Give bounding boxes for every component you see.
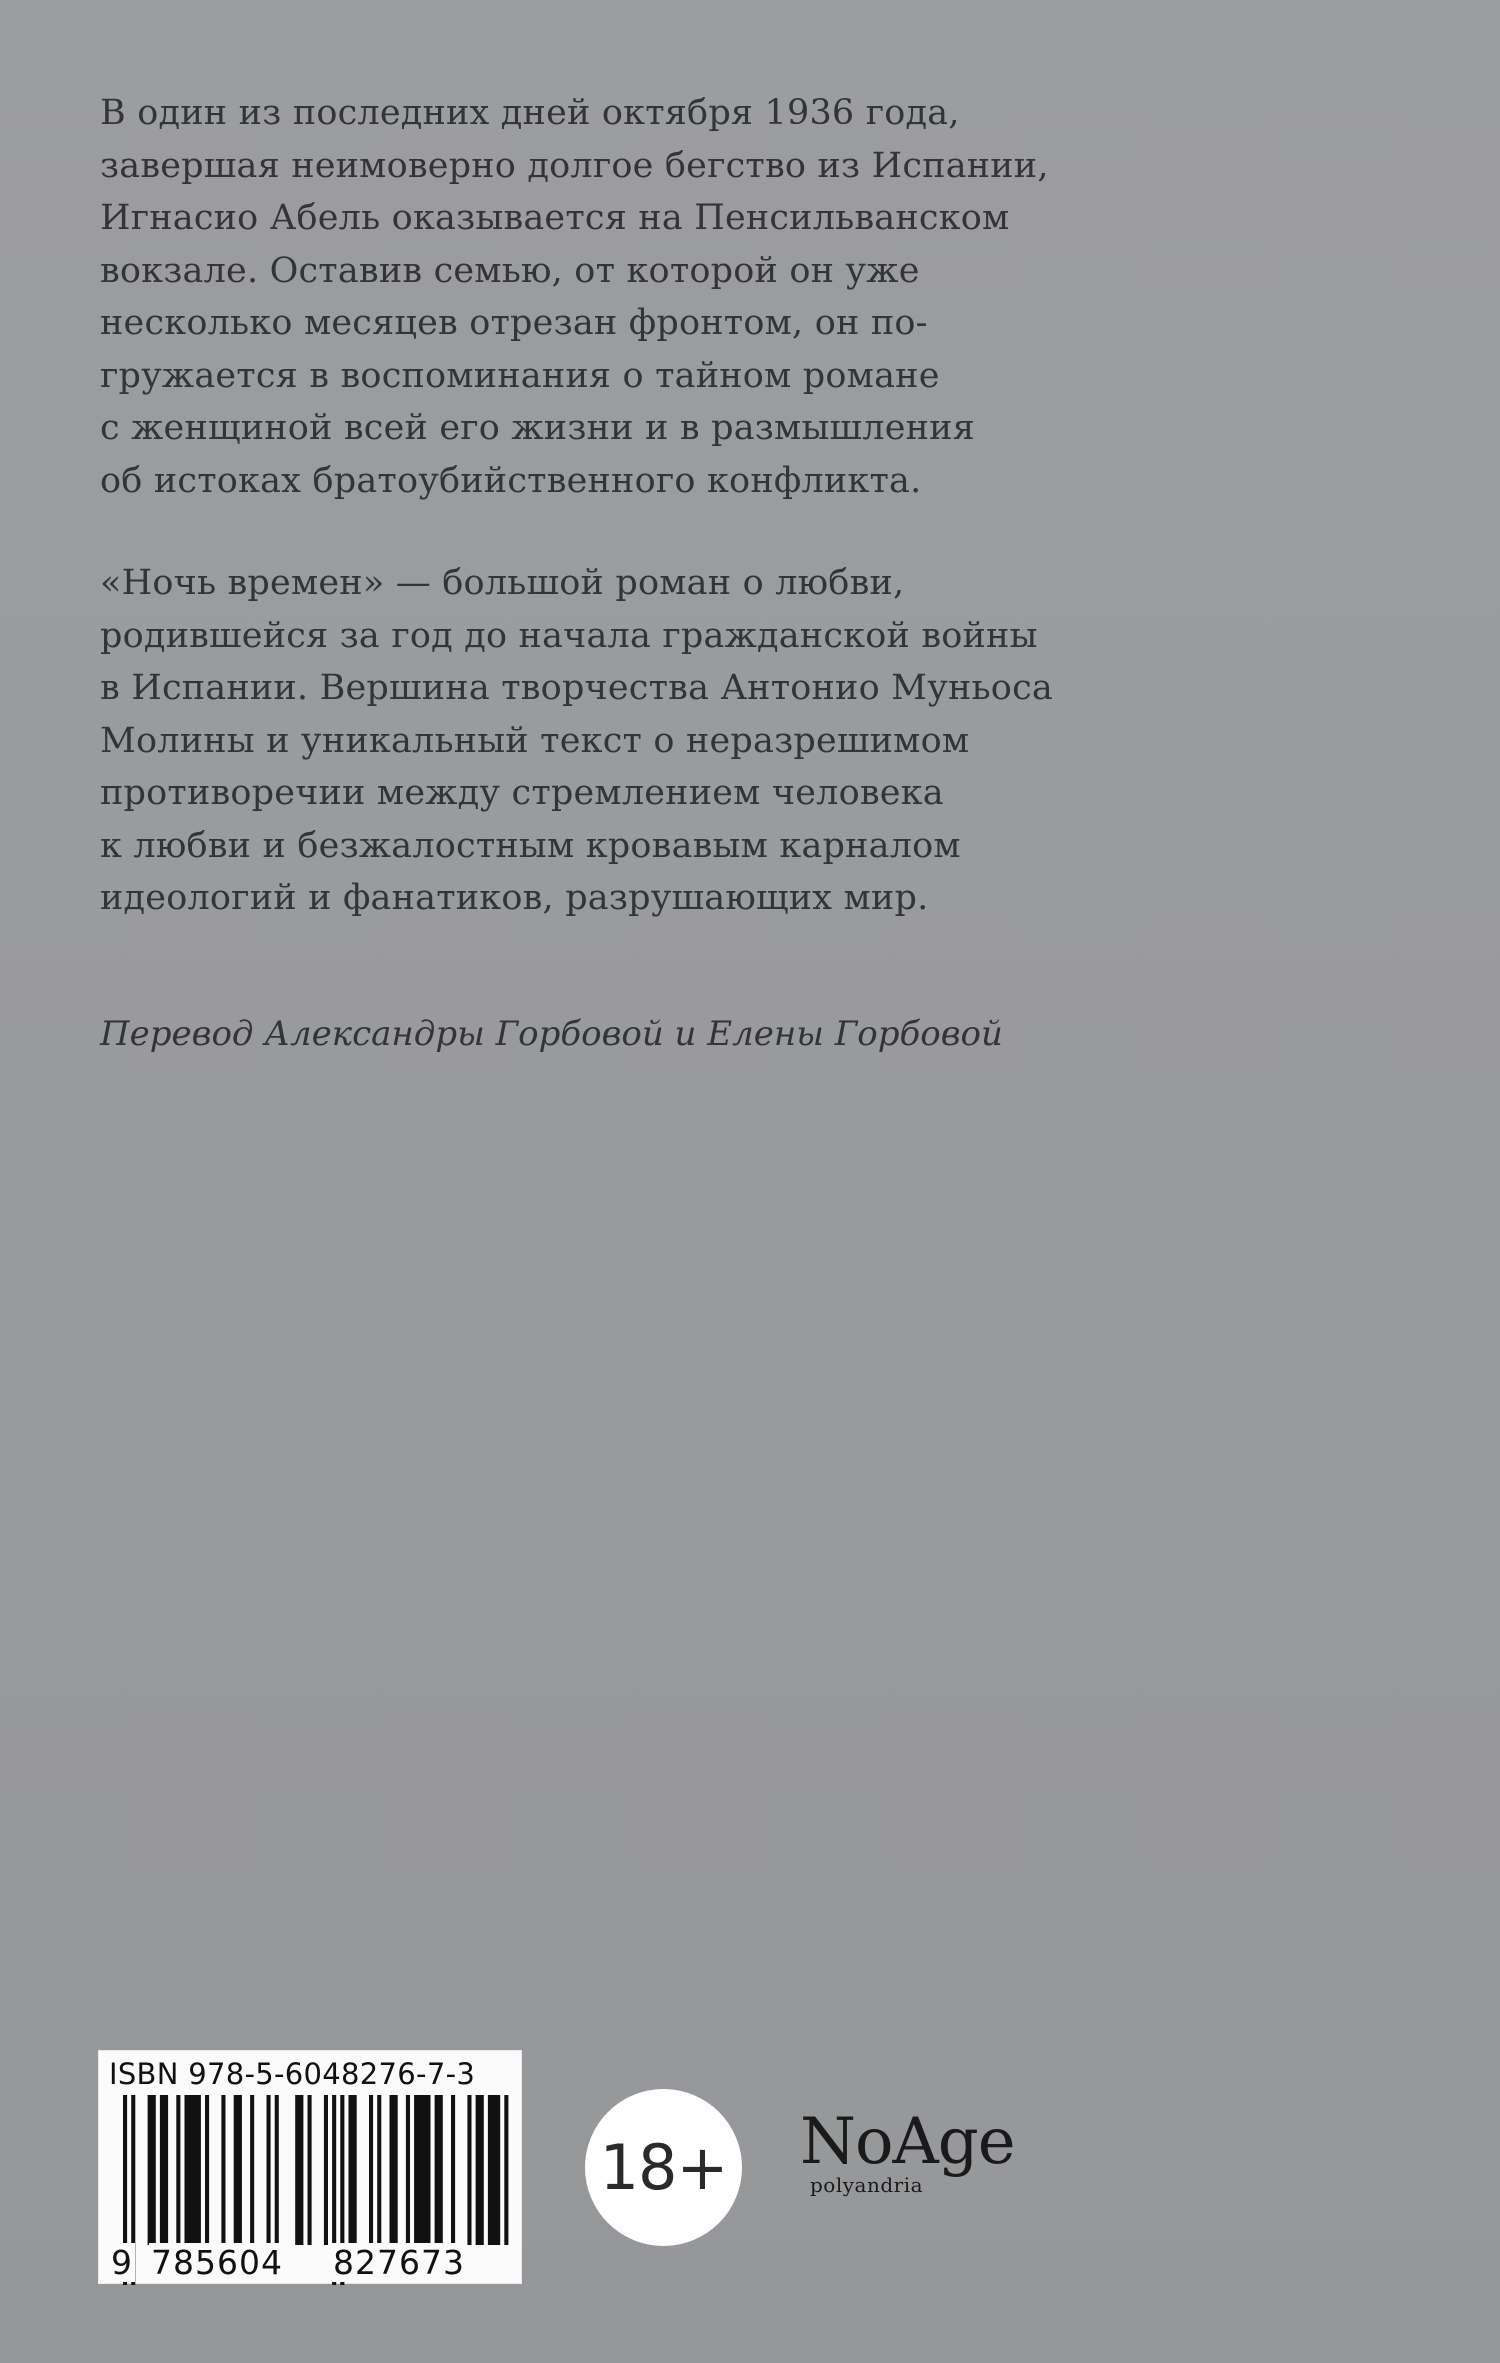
isbn-label: ISBN 978-5-6048276-7-3: [109, 2057, 476, 2091]
text-line: об истоках братоубийственного конфликта.: [100, 460, 922, 501]
barcode-bar: [275, 2095, 279, 2245]
text-line: идеологий и фанатиков, разрушающих мир.: [100, 878, 929, 918]
barcode-bar: [414, 2095, 430, 2245]
text-line: гружается в воспоминания о тайном романе: [100, 355, 940, 396]
barcode-bar: [176, 2095, 180, 2245]
barcode-digits: [109, 2243, 513, 2283]
barcode-bar: [250, 2095, 254, 2245]
text-line: с женщиной всей его жизни и в размышления: [100, 408, 975, 448]
barcode-bar: [160, 2095, 168, 2245]
isbn-barcode-box: [98, 2050, 522, 2284]
publisher-sub: polyandria: [810, 2173, 924, 2197]
barcode-bar: [295, 2095, 303, 2245]
publisher-name: NoAge: [800, 2105, 1015, 2179]
barcode-bar: [221, 2095, 225, 2245]
barcode-bar: [148, 2095, 156, 2245]
publisher-logo: [800, 2105, 1030, 2210]
barcode-digits-right: 827673: [333, 2243, 465, 2282]
barcode-bar: [451, 2095, 455, 2245]
barcode-digits-left: 785604: [151, 2243, 283, 2282]
description-paragraph-2: [100, 557, 1180, 925]
barcode-bar: [308, 2095, 312, 2245]
translator-credit: Перевод Александры Горбовой и Елены Горбовой: [100, 1014, 1003, 1054]
barcode-bar: [377, 2095, 381, 2245]
text-line: Игнасио Абель оказывается на Пенсильванском: [100, 198, 1010, 238]
text-line: Молины и уникальный текст о неразрешимом: [100, 720, 970, 761]
barcode-bar: [467, 2095, 471, 2245]
text-line: противоречии между стремлением человека: [100, 773, 944, 813]
text-line: вокзале. Оставив семью, от которой он уже: [100, 250, 920, 291]
barcode-bar: [435, 2095, 443, 2245]
barcode-bar: [476, 2095, 484, 2245]
text-line: «Ночь времен» — большой роман о любви,: [100, 563, 905, 603]
barcode-bar: [406, 2095, 410, 2245]
barcode-bar: [324, 2095, 328, 2245]
barcode-bar: [185, 2095, 201, 2245]
text-line: к любви и безжалостным кровавым карналом: [100, 825, 961, 866]
text-line: В один из последних дней октября 1936 года,: [100, 93, 960, 133]
text-line: завершая неимоверно долгое бегство из Испании,: [100, 145, 1049, 186]
barcode-bar: [234, 2095, 242, 2245]
age-rating-badge: [585, 2089, 742, 2246]
barcode-bar: [267, 2095, 271, 2245]
barcode-bar: [504, 2095, 508, 2245]
text-line: в Испании. Вершина творчества Антонио Муньоса: [100, 668, 1053, 708]
description-paragraph-1: [100, 87, 1180, 507]
age-rating-label: 18+: [599, 2131, 728, 2204]
barcode-bar: [369, 2095, 373, 2245]
barcode-bar: [488, 2095, 500, 2245]
barcode-bar: [205, 2095, 209, 2245]
text-line: родившейся за год до начала гражданской войны: [100, 615, 1038, 656]
barcode-bar: [349, 2095, 357, 2245]
barcode-digit-first: 9: [111, 2243, 133, 2282]
barcode-bar: [390, 2095, 398, 2245]
text-line: несколько месяцев отрезан фронтом, он по-: [100, 303, 928, 343]
